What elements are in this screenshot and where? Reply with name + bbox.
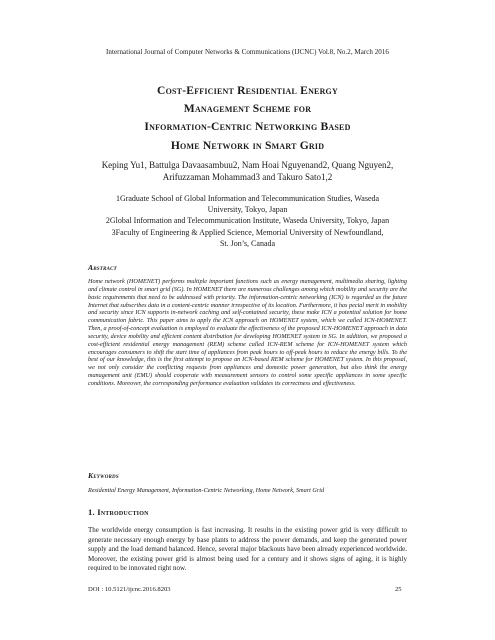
journal-header: International Journal of Computer Networks & Communications (IJCNC) Vol.8, No.2, March 2016 — [106, 48, 389, 56]
keywords-heading: Keywords — [88, 471, 119, 480]
title-line: Home Network in Smart Grid — [170, 138, 325, 152]
affiliation-line: 3Faculty of Engineering & Applied Science, Memorial University of Newfoundland, — [111, 227, 384, 237]
paper-title — [88, 82, 407, 155]
author-list — [88, 159, 407, 183]
abstract-heading: Abstract — [88, 263, 117, 272]
introduction-heading: 1. Introduction — [88, 507, 149, 517]
keywords-body: Residential Energy Management, Information-Centric Networking, Home Network, Smart Grid — [88, 487, 325, 494]
title-line: Management Scheme for — [183, 102, 312, 116]
abstract-body: Home network (HOMENET) performs multiple important functions such as energy management, multimedia sharing, lighting and climate control in smart grid (SG). In HOMENET there are numerous challenges among which mobility and security are the basic requirements that need to be addressed with priority. The information-centric networking (ICN) is regarded as the future Internet that subscribes data in a content-centric manner irrespective of its location. Furthermore, it has pecial merit in mobility and security since ICN supports in-network caching and self-contained security, these make ICN a potential solution for home communication fabric. This paper aims to apply the ICN approach on HOMENET system, which we called ICN-HOMENET. Then, a proof-of-concept evaluation is employed to evaluate the effectiveness of the proposed ICN-HOMENET approach in data security, device mobility and efficient content distribution for developing HOMENET system in SG. In addition, we proposed a cost-efficient residential energy management (REM) scheme called ICN-REM scheme for ICN-HOMENET system which encourages consumers to shift the start time of appliances from peak hours to off-peak hours to reduce the energy bills. To the best of our knowledge, this is the first attempt to propose an ICN-based REM scheme for HOMENET system. In this proposal, we not only consider the conflicting requests from appliances and domestic power generation, but also think the energy management unit (EMU) should cooperate with measurement sensors to control some specific appliances in some specific conditions. Moreover, the corresponding performance evaluation validates its correctness and effectiveness. — [88, 278, 407, 387]
title-line: Information-Centric Networking Based — [144, 120, 351, 134]
introduction-body: The worldwide energy consumption is fast increasing. It results in the existing power grid is very difficult to generate necessary enough energy by base plants to address the power demands, and keep the generated power supply and the load demand balanced. Hence, several major blackouts have been already experienced worldwide. Moreover, the existing power grid is almost being used for a century and it shows signs of aging, it is highly required to be innovated right now. — [88, 526, 407, 573]
authors-line: Arifuzzaman Mohammad3 and Takuro Sato1,2 — [162, 172, 333, 182]
title-line: Cost-Efficient Residential Energy — [157, 84, 338, 97]
authors-line: Keping Yu1, Battulga Davaasambuu2, Nam Hoai Nguyenand2, Quang Nguyen2, — [101, 160, 394, 170]
affiliation-line: St. Jon’s, Canada — [219, 238, 276, 248]
affiliation-line: University, Tokyo, Japan — [207, 205, 288, 215]
affiliations — [88, 193, 407, 249]
affiliation-line: 1Graduate School of Global Information and Telecommunication Studies, Waseda — [115, 194, 380, 203]
page-number: 25 — [395, 586, 402, 593]
footer-doi: DOI : 10.5121/ijcnc.2016.8203 — [88, 586, 171, 593]
affiliation-line: 2Global Information and Telecommunication Institute, Waseda University, Tokyo, Japan — [105, 216, 390, 226]
